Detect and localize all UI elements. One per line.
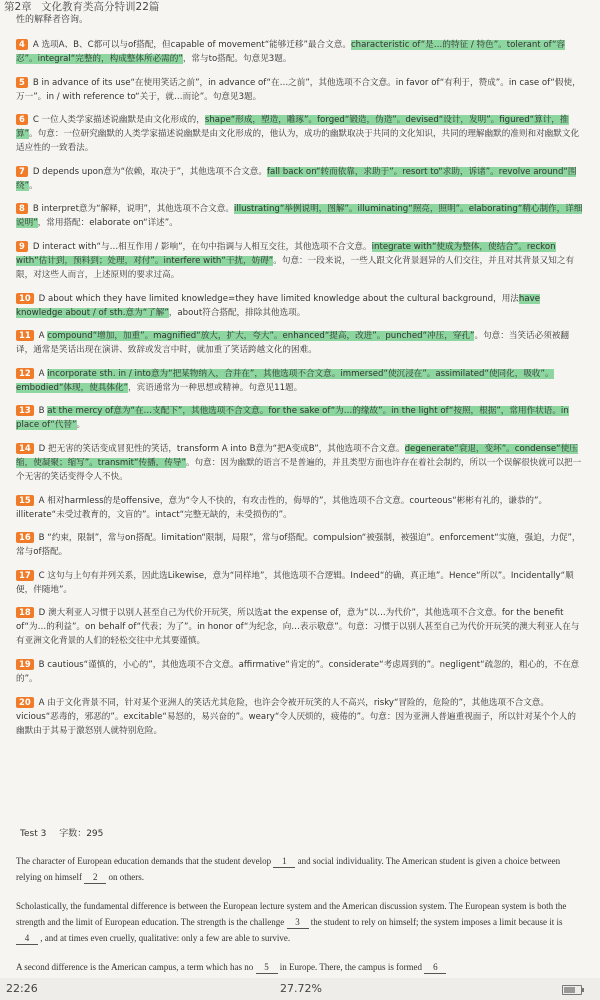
explanation-text: B “约束，限制”，常与on搭配。limitation“限制，局限”，常与of搭配。compulsion“被强制，被强迫”。enforcement“实施，强迫，力促”，常与of搭配。: [16, 533, 581, 558]
answer-explanations: [0, 38, 600, 747]
explanation-item: [16, 240, 584, 282]
explanation-item: [16, 202, 584, 230]
chapter-label: 第2章: [4, 1, 32, 13]
explanation-text: A 由于文化背景不同，针对某个亚洲人的笑话尤其危险，也许会令被开玩笑的人不高兴，risky“冒险的，危险的”，其他选项不合文意。vicious“恶毒的，邪恶的”。excitable“易怒的，易兴奋的”。weary“令人厌烦的，疲倦的”。句意：因为亚洲人普遍重视面子，所以针对某个个人的幽默由于其易于激怒别人就特别危险。: [16, 697, 576, 736]
explanation-text: ，宾语通常为一种思想或精神。句意见11题。: [128, 382, 303, 393]
question-number-badge: 10: [16, 293, 34, 304]
paragraph-text: Scholastically, the fundamental difference is between the European lecture system and the American discussion system. The European system is both the strength and the limit of European education. The strength is the challenge: [16, 901, 567, 927]
question-number-badge: 13: [16, 405, 34, 416]
question-number-badge: 14: [16, 443, 34, 454]
battery-icon: [562, 985, 582, 995]
explanation-text: 。句意：一位研究幽默的人类学家描述说幽默是由文化形成的，他认为，成功的幽默取决于共同的文化知识，共同的理解幽默的准则和对幽默文化适应性的一致看法。: [16, 129, 580, 154]
explanation-item: [16, 658, 584, 686]
question-number-badge: 17: [16, 570, 34, 581]
paragraph-text: The character of European education demands that the student develop: [16, 856, 272, 866]
reader-status-bar: [0, 978, 600, 1000]
explanation-text: ，常与to搭配。句意见3题。: [182, 54, 292, 64]
question-number-badge: 7: [16, 166, 28, 177]
explanation-item: [16, 113, 584, 155]
highlighted-text: compound“增加，加重”。magnified“放大，扩大，夸大”。enhanced“提高，改进”。punched“冲压，穿孔”: [47, 331, 475, 342]
explanation-text: A: [38, 368, 48, 379]
test-title: Test 3: [20, 829, 47, 839]
explanation-text: B in advance of its use“在使用笑话之前”，in advance of“在…之前”，其他选项不合文意。in favor of“有利于，赞成”。in case of“假使，万一”。in / with reference to“关于，就…而论”。句意见3题。: [16, 77, 581, 102]
paragraph-text: the student to rely on himself; the system imposes a limit because it is: [310, 917, 563, 927]
explanation-text: A 相对harmless的是offensive，意为“令人不快的，有攻击性的，侮辱的”，其他选项不合文意。courteous“彬彬有礼的，谦恭的”。illiterate“未受过教育的，文盲的”。intact“完整无缺的，未受损伤的”。: [16, 495, 548, 520]
highlighted-text: illustrating“举例说明，图解”。illuminating“照亮，照明”。elaborating“精心制作，详细说明”: [16, 204, 583, 229]
explanation-text: A: [38, 331, 48, 342]
explanation-text: B cautious“谨慎的，小心的”，其他选项不合文意。affirmative“肯定的”。considerate“考虑周到的”。negligent“疏忽的，粗心的，不在意的”。: [16, 659, 580, 684]
explanation-text: 。句意：因为幽默的语言不是普遍的，并且类型方面也许存在着社会制约，所以一个误解很快就可以把一个无害的笑话变得令人不快。: [16, 457, 582, 482]
highlighted-text: integrate with“使成为整体，使结合”。reckon with“估计到，预料到；处理，对付”。interfere with“干扰，妨碍”: [16, 241, 556, 266]
explanation-item: [16, 606, 584, 648]
explanation-text: 。: [29, 180, 38, 191]
question-number-badge: 15: [16, 495, 34, 506]
explanation-item: [16, 165, 584, 193]
explanation-item: [16, 494, 584, 522]
explanation-text: B interpret意为“解释，说明”，其他选项不合文意。: [32, 204, 234, 215]
question-number-badge: 8: [16, 203, 28, 214]
explanation-item: [16, 76, 584, 104]
question-number-badge: 11: [16, 330, 34, 341]
explanation-item: [16, 531, 584, 559]
highlighted-text: shape“形成，塑造，雕琢”。forged“锻造，伪造”。devised“设计，发明”。figured“算计，推算”: [16, 115, 569, 140]
explanation-item: [16, 442, 584, 484]
explanation-item: [16, 404, 584, 432]
explanation-item: [16, 696, 584, 738]
explanation-text: 。: [76, 420, 86, 431]
blank-1: 1: [273, 856, 295, 868]
highlighted-text: at the mercy of意为“在…支配下”，其他选项不合文意。for the sake of“为…的缘故”。in the light of“按照，根据”，常用作状语。in place of“代替”: [16, 406, 569, 431]
paragraph-text: and social individuality. The American student is given a choice between relying on himself: [16, 856, 561, 882]
question-number-badge: 20: [16, 697, 34, 708]
highlighted-text: incorporate sth. in / into意为“把某物纳入，合并在”，其他选项不合文意。immersed“使沉浸在”。assimilated“使同化，吸收”。embodied“体现，使具体化”: [16, 368, 554, 393]
paragraph-text: , and at times even cruelly, qualitative: only a few are able to survive.: [40, 933, 291, 943]
question-number-badge: 6: [16, 114, 28, 125]
blank-4: 4: [16, 933, 38, 945]
paragraph-text: in Europe. There, the campus is formed: [279, 962, 423, 972]
test-section: [0, 828, 600, 975]
blank-3: 3: [287, 917, 309, 929]
explanation-item: [16, 329, 584, 357]
question-number-badge: 19: [16, 659, 34, 670]
intro-line: 性的解释者咨询。: [16, 15, 89, 25]
highlighted-text: have knowledge about / of sth.意为“了解”: [16, 293, 540, 318]
page-header: [0, 0, 600, 14]
question-number-badge: 5: [16, 77, 28, 88]
paragraph-text: on others.: [108, 872, 144, 882]
highlighted-text: degenerate“衰退，变坏”。condense“使压缩，使凝聚；缩写”。transmit“传播，传导”: [16, 443, 578, 468]
question-number-badge: 12: [16, 368, 34, 379]
highlighted-text: characteristic of“是…的特征 / 特色”。tolerant of“容忍”。integral“完整的，构成整体所必需的”: [16, 40, 565, 64]
explanation-text: ，常用搭配：elaborate on“详述”。: [37, 218, 178, 229]
test-paragraph-3: [16, 959, 584, 975]
word-count: 字数：295: [59, 829, 104, 839]
explanation-item: [16, 367, 584, 395]
blank-6: 6: [424, 962, 446, 974]
explanation-item: [16, 292, 584, 320]
explanation-text: B: [38, 406, 48, 417]
test-heading: [20, 828, 584, 840]
test-paragraph-2: [16, 898, 584, 946]
question-number-badge: 18: [16, 607, 34, 618]
explanation-text: 。句意：一段来说，一些人跟文化背景迥异的人们交往，并且对其背景又知之有限，对这些人而言，上述原则的要求过高。: [16, 255, 575, 280]
clock: 22:26: [6, 982, 38, 995]
explanation-item: [16, 569, 584, 597]
explanation-text: D interact with“与…相互作用 / 影响”，在句中指调与人相互交往，其他选项不合文意。: [32, 241, 372, 252]
battery-level: [564, 987, 575, 993]
explanation-text: ，about符合搭配，排除其他选项。: [168, 307, 306, 318]
explanation-text: C 这句与上句有并列关系，因此选Likewise，意为“同样地”，其他选项不合逻辑。Indeed“的确，真正地”。Hence“所以”。Incidentally“顺便，伴随地”。: [16, 570, 574, 595]
explanation-item: [16, 38, 584, 66]
question-number-badge: 9: [16, 241, 28, 252]
explanation-text: D depends upon意为“依赖，取决于”，其他选项不合文意。: [32, 166, 267, 177]
blank-5: 5: [256, 962, 278, 974]
explanation-text: A 选项A、B、C都可以与of搭配，但capable of movement“能够迁移”最合文意。: [32, 40, 351, 50]
question-number-badge: 4: [16, 39, 28, 50]
highlighted-text: fall back on“转而依靠，求助于”。resort to“求助，诉诸”。revolve around“围绕”: [16, 166, 577, 191]
blank-2: 2: [84, 872, 106, 884]
question-number-badge: 16: [16, 532, 34, 543]
explanation-text: D 把无害的笑话变成冒犯性的笑话，transform A into B意为“把A变成B”，其他选项不合文意。: [38, 443, 405, 454]
chapter-title: 文化教育类高分特训22篇: [41, 1, 160, 13]
explanation-text: D about which they have limited knowledge=they have limited knowledge about the cultural background，用法: [38, 293, 519, 304]
test-paragraph-1: [16, 853, 584, 885]
reading-progress: 27.72%: [280, 982, 322, 995]
paragraph-text: A second difference is the American campus, a term which has no: [16, 962, 254, 972]
explanation-text: 。句意：当笑话必须被翻译，通常是笑话出现在演讲、致辞或发言中时，就加重了笑话跨越文化的困难。: [16, 331, 570, 356]
explanation-text: D 澳大利亚人习惯于以别人甚至自己为代价开玩笑，所以选at the expense of，意为“以…为代价”，其他选项不合文意。for the benefit of“为…的利益”。on behalf of“代表；为了”。in honor of“为纪念，向…表示敬意”。句意：习惯于以别人甚至自己为代价开玩笑的澳大利亚人在与有亚洲文化背景的人们的轻松交往中尤其要谨慎。: [16, 608, 580, 647]
explanation-text: C 一位人类学家描述说幽默是由文化形成的，: [32, 115, 205, 126]
